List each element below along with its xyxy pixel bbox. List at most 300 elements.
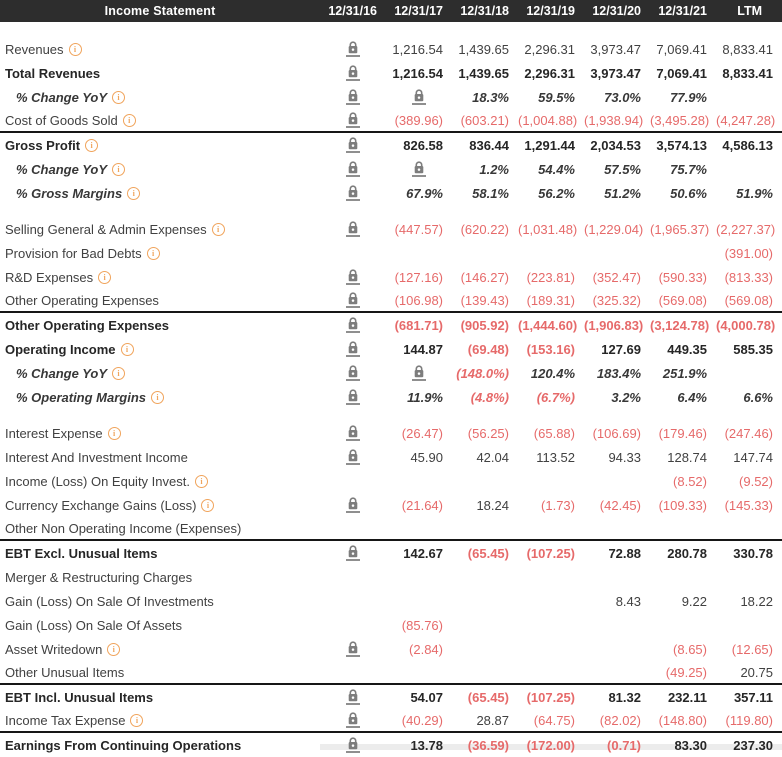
income-statement-table xyxy=(0,37,782,757)
cell-other-operating-expenses-ltm: (569.08) xyxy=(724,292,773,308)
cell-cost-of-goods-sold-12-31-17: (389.96) xyxy=(394,112,443,128)
cell-ebt-excl-unusual-items-12-31-21: 280.78 xyxy=(667,545,707,561)
info-icon[interactable]: i xyxy=(112,367,125,380)
cell-other-operating-expenses-12-31-20: (1,906.83) xyxy=(584,317,644,333)
cell-cost-of-goods-sold-12-31-18: (603.21) xyxy=(460,112,509,128)
column-header-ltm: LTM xyxy=(737,4,762,18)
row-interest-and-investment-income[interactable] xyxy=(0,445,782,469)
table-header xyxy=(0,0,782,22)
row-label-text: Income Tax Expense xyxy=(5,712,126,728)
row-label xyxy=(0,90,320,105)
cell-gross-profit-12-31-18: 836.44 xyxy=(469,137,509,153)
lock-icon[interactable] xyxy=(346,365,360,381)
cell-operating-margins-12-31-17: 11.9% xyxy=(407,389,443,405)
row-label-text: % Change YoY xyxy=(16,89,108,105)
cell-change-yoy-12-31-16 xyxy=(320,365,386,381)
cell-revenues-12-31-16 xyxy=(320,41,386,57)
cell-other-unusual-items-12-31-21: (49.25) xyxy=(665,664,707,680)
row-gain-loss-on-sale-of-assets[interactable] xyxy=(0,613,782,637)
row-label xyxy=(0,42,320,57)
cell-gross-margins-12-31-16 xyxy=(320,185,386,201)
cell-operating-margins-ltm: 6.6% xyxy=(743,389,773,405)
row-other-non-operating-income-expenses[interactable] xyxy=(0,517,782,541)
cell-revenues-12-31-18: 1,439.65 xyxy=(458,41,509,57)
cell-operating-income-12-31-16 xyxy=(320,341,386,357)
cell-currency-exchange-gains-loss-12-31-19: (1.73) xyxy=(541,497,575,513)
cell-cost-of-goods-sold-12-31-19: (1,004.88) xyxy=(518,112,578,128)
section-gap xyxy=(0,409,782,421)
lock-icon[interactable] xyxy=(346,112,360,128)
cell-gain-loss-on-sale-of-investments-12-31-20: 8.43 xyxy=(615,593,641,609)
row-label xyxy=(0,113,320,128)
cell-ebt-excl-unusual-items-12-31-18: (65.45) xyxy=(467,545,509,561)
row-label-text: EBT Incl. Unusual Items xyxy=(5,689,154,705)
cell-selling-general-admin-expenses-12-31-21: (1,965.37) xyxy=(650,221,710,237)
cell-gross-profit-12-31-16 xyxy=(320,137,386,153)
cell-asset-writedown-12-31-21: (8.65) xyxy=(673,641,707,657)
row-merger-restructuring-charges[interactable] xyxy=(0,565,782,589)
row-label-text: Gain (Loss) On Sale Of Assets xyxy=(5,617,183,633)
lock-icon[interactable] xyxy=(346,341,360,357)
cell-change-yoy-12-31-18: 18.3% xyxy=(472,89,509,105)
cell-interest-expense-12-31-21: (179.46) xyxy=(658,425,707,441)
cell-gross-profit-12-31-21: 3,574.13 xyxy=(656,137,707,153)
lock-icon[interactable] xyxy=(412,161,426,177)
row-selling-general-admin-expenses[interactable] xyxy=(0,217,782,241)
cell-selling-general-admin-expenses-12-31-18: (620.22) xyxy=(460,221,509,237)
cell-income-tax-expense-12-31-18: 28.87 xyxy=(476,712,509,728)
cell-ebt-incl-unusual-items-12-31-19: (107.25) xyxy=(526,689,575,705)
column-header-12-31-17: 12/31/17 xyxy=(394,4,443,18)
lock-icon[interactable] xyxy=(346,185,360,201)
row-label xyxy=(0,521,320,536)
row-change-yoy[interactable] xyxy=(0,85,782,109)
cell-interest-and-investment-income-12-31-19: 113.52 xyxy=(536,449,575,465)
cell-other-operating-expenses-12-31-17: (106.98) xyxy=(394,292,443,308)
row-change-yoy[interactable] xyxy=(0,361,782,385)
row-label xyxy=(0,270,320,285)
cell-revenues-12-31-17: 1,216.54 xyxy=(392,41,443,57)
cell-change-yoy-12-31-21: 77.9% xyxy=(670,89,707,105)
cell-interest-expense-ltm: (247.46) xyxy=(724,425,773,441)
cell-other-operating-expenses-12-31-16 xyxy=(320,317,386,333)
cell-gross-profit-12-31-19: 1,291.44 xyxy=(524,137,575,153)
cell-asset-writedown-12-31-17: (2.84) xyxy=(409,641,443,657)
lock-icon[interactable] xyxy=(346,737,360,753)
cell-gross-margins-12-31-21: 50.6% xyxy=(670,185,707,201)
cell-interest-expense-12-31-19: (65.88) xyxy=(533,425,575,441)
row-operating-income[interactable] xyxy=(0,337,782,361)
row-change-yoy[interactable] xyxy=(0,157,782,181)
cell-selling-general-admin-expenses-ltm: (2,227.37) xyxy=(716,221,776,237)
cell-currency-exchange-gains-loss-ltm: (145.33) xyxy=(724,497,773,513)
cell-change-yoy-12-31-21: 75.7% xyxy=(670,161,707,177)
row-label xyxy=(0,186,320,201)
info-icon[interactable]: i xyxy=(98,271,111,284)
lock-icon[interactable] xyxy=(346,269,360,285)
row-label-text: Income (Loss) On Equity Invest. xyxy=(5,473,190,489)
row-label-text: % Change YoY xyxy=(16,365,108,381)
row-operating-margins[interactable] xyxy=(0,385,782,409)
lock-icon[interactable] xyxy=(346,497,360,513)
section-gap xyxy=(0,205,782,217)
row-income-loss-on-equity-invest[interactable] xyxy=(0,469,782,493)
cell-ebt-excl-unusual-items-12-31-19: (107.25) xyxy=(526,545,575,561)
lock-icon[interactable] xyxy=(412,365,426,381)
cell-income-tax-expense-12-31-19: (64.75) xyxy=(533,712,575,728)
lock-icon[interactable] xyxy=(346,161,360,177)
cell-change-yoy-12-31-20: 183.4% xyxy=(596,365,641,381)
cell-change-yoy-12-31-20: 73.0% xyxy=(604,89,641,105)
row-label-text: Merger & Restructuring Charges xyxy=(5,569,193,585)
cell-operating-income-12-31-19: (153.16) xyxy=(526,341,575,357)
column-header-12-31-20: 12/31/20 xyxy=(592,4,641,18)
row-label-text: Other Non Operating Income (Expenses) xyxy=(5,520,242,536)
cell-r-d-expenses-12-31-17: (127.16) xyxy=(394,269,443,285)
cell-revenues-ltm: 8,833.41 xyxy=(722,41,773,57)
cell-earnings-from-continuing-operations-12-31-18: (36.59) xyxy=(467,737,509,753)
cell-revenues-12-31-21: 7,069.41 xyxy=(656,41,707,57)
lock-icon[interactable] xyxy=(346,65,360,81)
cell-r-d-expenses-ltm: (813.33) xyxy=(724,269,773,285)
cell-other-operating-expenses-12-31-20: (325.32) xyxy=(592,292,641,308)
cell-change-yoy-12-31-19: 59.5% xyxy=(538,89,575,105)
cell-income-tax-expense-12-31-16 xyxy=(320,712,386,728)
cell-total-revenues-ltm: 8,833.41 xyxy=(722,65,773,81)
cell-change-yoy-12-31-19: 120.4% xyxy=(530,365,575,381)
cell-earnings-from-continuing-operations-12-31-17: 13.78 xyxy=(410,737,443,753)
cell-ebt-excl-unusual-items-12-31-16 xyxy=(320,545,386,561)
row-label-text: Gain (Loss) On Sale Of Investments xyxy=(5,593,214,609)
row-ebt-excl-unusual-items[interactable] xyxy=(0,541,782,565)
cell-ebt-excl-unusual-items-12-31-17: 142.67 xyxy=(403,545,443,561)
cell-gross-margins-12-31-20: 51.2% xyxy=(604,185,641,201)
info-icon[interactable]: i xyxy=(121,343,134,356)
cell-total-revenues-12-31-19: 2,296.31 xyxy=(524,65,575,81)
row-provision-for-bad-debts[interactable] xyxy=(0,241,782,265)
cell-interest-and-investment-income-12-31-18: 42.04 xyxy=(476,449,509,465)
cell-interest-expense-12-31-16 xyxy=(320,425,386,441)
cell-ebt-excl-unusual-items-ltm: 330.78 xyxy=(733,545,773,561)
info-icon[interactable]: i xyxy=(108,427,121,440)
cell-ebt-incl-unusual-items-12-31-20: 81.32 xyxy=(608,689,641,705)
row-label-text: % Operating Margins xyxy=(16,389,147,405)
info-icon[interactable]: i xyxy=(212,223,225,236)
cell-interest-expense-12-31-20: (106.69) xyxy=(592,425,641,441)
cell-ebt-incl-unusual-items-12-31-17: 54.07 xyxy=(410,689,443,705)
info-icon[interactable]: i xyxy=(130,714,143,727)
row-label-text: R&D Expenses xyxy=(5,269,94,285)
row-label xyxy=(0,342,320,357)
cell-cost-of-goods-sold-ltm: (4,247.28) xyxy=(716,112,776,128)
lock-icon[interactable] xyxy=(346,545,360,561)
lock-icon[interactable] xyxy=(346,389,360,405)
cell-selling-general-admin-expenses-12-31-17: (447.57) xyxy=(394,221,443,237)
cell-ebt-incl-unusual-items-12-31-21: 232.11 xyxy=(667,689,707,705)
cell-gross-profit-12-31-20: 2,034.53 xyxy=(590,137,641,153)
cell-change-yoy-12-31-16 xyxy=(320,161,386,177)
row-label xyxy=(0,690,320,705)
row-label xyxy=(0,162,320,177)
row-label xyxy=(0,713,320,728)
row-interest-expense[interactable] xyxy=(0,421,782,445)
row-income-tax-expense[interactable] xyxy=(0,709,782,733)
cell-cost-of-goods-sold-12-31-21: (3,495.28) xyxy=(650,112,710,128)
cell-gross-margins-12-31-17: 67.9% xyxy=(406,185,443,201)
cell-cost-of-goods-sold-12-31-20: (1,938.94) xyxy=(584,112,644,128)
lock-icon[interactable] xyxy=(346,41,360,57)
row-label-text: Revenues xyxy=(5,41,64,57)
row-r-d-expenses[interactable] xyxy=(0,265,782,289)
row-label xyxy=(0,498,320,513)
cell-selling-general-admin-expenses-12-31-19: (1,031.48) xyxy=(518,221,578,237)
row-label xyxy=(0,546,320,561)
row-label xyxy=(0,594,320,609)
lock-icon[interactable] xyxy=(346,641,360,657)
cell-operating-income-12-31-20: 127.69 xyxy=(601,341,641,357)
cell-other-operating-expenses-12-31-18: (139.43) xyxy=(460,292,509,308)
row-earnings-from-continuing-operations[interactable] xyxy=(0,733,782,757)
row-label-text: Interest Expense xyxy=(5,425,103,441)
row-label xyxy=(0,665,320,680)
cell-r-d-expenses-12-31-20: (352.47) xyxy=(592,269,641,285)
cell-r-d-expenses-12-31-21: (590.33) xyxy=(658,269,707,285)
row-label-text: Total Revenues xyxy=(5,65,101,81)
cell-revenues-12-31-19: 2,296.31 xyxy=(524,41,575,57)
cell-earnings-from-continuing-operations-12-31-21: 83.30 xyxy=(674,737,707,753)
row-currency-exchange-gains-loss[interactable] xyxy=(0,493,782,517)
cell-income-tax-expense-12-31-21: (148.80) xyxy=(658,712,707,728)
row-other-operating-expenses[interactable] xyxy=(0,289,782,313)
info-icon[interactable]: i xyxy=(69,43,82,56)
row-label xyxy=(0,738,320,753)
lock-icon[interactable] xyxy=(346,425,360,441)
cell-selling-general-admin-expenses-12-31-20: (1,229.04) xyxy=(584,221,644,237)
cell-gross-margins-12-31-18: 58.1% xyxy=(472,185,509,201)
row-other-unusual-items[interactable] xyxy=(0,661,782,685)
cell-gain-loss-on-sale-of-investments-ltm: 18.22 xyxy=(740,593,773,609)
row-asset-writedown[interactable] xyxy=(0,637,782,661)
lock-icon[interactable] xyxy=(346,449,360,465)
cell-gross-profit-ltm: 4,586.13 xyxy=(722,137,773,153)
page-title: Income Statement xyxy=(104,4,216,18)
column-header-12-31-18: 12/31/18 xyxy=(460,4,509,18)
row-label-text: Other Operating Expenses xyxy=(5,292,159,308)
cell-interest-and-investment-income-ltm: 147.74 xyxy=(733,449,773,465)
cell-gross-profit-12-31-17: 826.58 xyxy=(403,137,443,153)
row-label-text: Operating Income xyxy=(5,341,116,357)
info-icon[interactable]: i xyxy=(127,187,140,200)
row-label xyxy=(0,426,320,441)
cell-gain-loss-on-sale-of-investments-12-31-21: 9.22 xyxy=(681,593,707,609)
row-label-text: Gross Profit xyxy=(5,137,81,153)
cell-operating-income-12-31-17: 144.87 xyxy=(403,341,443,357)
cell-earnings-from-continuing-operations-ltm: 237.30 xyxy=(733,737,773,753)
cell-other-operating-expenses-12-31-16 xyxy=(320,292,386,308)
lock-icon[interactable] xyxy=(346,89,360,105)
cell-other-operating-expenses-12-31-21: (3,124.78) xyxy=(650,317,710,333)
cell-ebt-excl-unusual-items-12-31-20: 72.88 xyxy=(608,545,641,561)
cell-r-d-expenses-12-31-16 xyxy=(320,269,386,285)
row-label xyxy=(0,222,320,237)
lock-icon[interactable] xyxy=(346,317,360,333)
row-label xyxy=(0,474,320,489)
cell-provision-for-bad-debts-ltm: (391.00) xyxy=(724,245,773,261)
column-header-12-31-19: 12/31/19 xyxy=(526,4,575,18)
row-label-text: Asset Writedown xyxy=(5,641,103,657)
cell-interest-and-investment-income-12-31-16 xyxy=(320,449,386,465)
cell-r-d-expenses-12-31-19: (223.81) xyxy=(526,269,575,285)
column-headers xyxy=(320,4,782,18)
cell-operating-margins-12-31-20: 3.2% xyxy=(611,389,641,405)
info-icon[interactable]: i xyxy=(151,391,164,404)
cell-total-revenues-12-31-21: 7,069.41 xyxy=(656,65,707,81)
cell-earnings-from-continuing-operations-12-31-20: (0.71) xyxy=(607,737,641,753)
row-label-text: % Gross Margins xyxy=(16,185,123,201)
cell-interest-and-investment-income-12-31-21: 128.74 xyxy=(667,449,707,465)
cell-change-yoy-12-31-17 xyxy=(386,365,452,381)
row-label-text: Other Unusual Items xyxy=(5,664,125,680)
cell-gross-margins-12-31-19: 56.2% xyxy=(538,185,575,201)
row-label xyxy=(0,293,320,308)
cell-currency-exchange-gains-loss-12-31-18: 18.24 xyxy=(476,497,509,513)
row-cost-of-goods-sold[interactable] xyxy=(0,109,782,133)
row-label-text: Interest And Investment Income xyxy=(5,449,188,465)
header-gap xyxy=(0,22,782,37)
cell-gross-margins-ltm: 51.9% xyxy=(736,185,773,201)
lock-icon[interactable] xyxy=(346,221,360,237)
row-label xyxy=(0,138,320,153)
row-label-text: Selling General & Admin Expenses xyxy=(5,221,207,237)
cell-cost-of-goods-sold-12-31-16 xyxy=(320,112,386,128)
cell-r-d-expenses-12-31-18: (146.27) xyxy=(460,269,509,285)
cell-change-yoy-12-31-17 xyxy=(386,161,452,177)
info-icon[interactable]: i xyxy=(107,643,120,656)
info-icon[interactable]: i xyxy=(112,91,125,104)
row-label xyxy=(0,246,320,261)
cell-currency-exchange-gains-loss-12-31-17: (21.64) xyxy=(401,497,443,513)
lock-icon[interactable] xyxy=(412,89,426,105)
cell-operating-income-12-31-18: (69.48) xyxy=(467,341,509,357)
row-gross-profit[interactable] xyxy=(0,133,782,157)
row-label-text: Provision for Bad Debts xyxy=(5,245,142,261)
info-icon[interactable]: i xyxy=(147,247,160,260)
row-label-text: Earnings From Continuing Operations xyxy=(5,737,242,753)
row-label xyxy=(0,450,320,465)
cell-currency-exchange-gains-loss-12-31-21: (109.33) xyxy=(658,497,707,513)
cell-other-operating-expenses-12-31-19: (189.31) xyxy=(526,292,575,308)
cell-total-revenues-12-31-18: 1,439.65 xyxy=(458,65,509,81)
cell-earnings-from-continuing-operations-12-31-19: (172.00) xyxy=(526,737,575,753)
info-icon[interactable]: i xyxy=(195,475,208,488)
row-ebt-incl-unusual-items[interactable] xyxy=(0,685,782,709)
cell-ebt-incl-unusual-items-12-31-18: (65.45) xyxy=(467,689,509,705)
cell-gain-loss-on-sale-of-assets-12-31-17: (85.76) xyxy=(401,617,443,633)
cell-change-yoy-12-31-21: 251.9% xyxy=(662,365,707,381)
row-label-text: EBT Excl. Unusual Items xyxy=(5,545,158,561)
cell-asset-writedown-ltm: (12.65) xyxy=(731,641,773,657)
row-label xyxy=(0,318,320,333)
cell-operating-margins-12-31-18: (4.8%) xyxy=(470,389,509,405)
info-icon[interactable]: i xyxy=(123,114,136,127)
cell-revenues-12-31-20: 3,973.47 xyxy=(590,41,641,57)
cell-ebt-incl-unusual-items-ltm: 357.11 xyxy=(733,689,773,705)
cell-total-revenues-12-31-17: 1,216.54 xyxy=(392,65,443,81)
cell-change-yoy-12-31-19: 54.4% xyxy=(538,161,575,177)
row-label xyxy=(0,66,320,81)
row-revenues[interactable] xyxy=(0,37,782,61)
row-label xyxy=(0,390,320,405)
row-label xyxy=(0,366,320,381)
row-label xyxy=(0,618,320,633)
cell-ebt-incl-unusual-items-12-31-16 xyxy=(320,689,386,705)
row-label xyxy=(0,570,320,585)
column-header-12-31-16: 12/31/16 xyxy=(328,4,377,18)
row-other-operating-expenses[interactable] xyxy=(0,313,782,337)
column-header-12-31-21: 12/31/21 xyxy=(658,4,707,18)
info-icon[interactable]: i xyxy=(112,163,125,176)
cell-operating-income-ltm: 585.35 xyxy=(733,341,773,357)
cell-currency-exchange-gains-loss-12-31-20: (42.45) xyxy=(599,497,641,513)
row-label-text: Other Operating Expenses xyxy=(5,317,169,333)
cell-income-loss-on-equity-invest-ltm: (9.52) xyxy=(739,473,773,489)
cell-interest-and-investment-income-12-31-20: 94.33 xyxy=(608,449,641,465)
cell-interest-expense-12-31-17: (26.47) xyxy=(401,425,443,441)
cell-earnings-from-continuing-operations-12-31-16 xyxy=(320,737,386,753)
cell-selling-general-admin-expenses-12-31-16 xyxy=(320,221,386,237)
cell-interest-expense-12-31-18: (56.25) xyxy=(467,425,509,441)
cell-total-revenues-12-31-20: 3,973.47 xyxy=(590,65,641,81)
row-label xyxy=(0,642,320,657)
info-icon[interactable]: i xyxy=(85,139,98,152)
cell-other-operating-expenses-12-31-19: (1,444.60) xyxy=(518,317,578,333)
cell-income-tax-expense-12-31-17: (40.29) xyxy=(401,712,443,728)
cell-operating-margins-12-31-21: 6.4% xyxy=(677,389,707,405)
cell-change-yoy-12-31-18: (148.0%) xyxy=(456,365,509,381)
cell-interest-and-investment-income-12-31-17: 45.90 xyxy=(410,449,443,465)
cell-other-operating-expenses-12-31-18: (905.92) xyxy=(460,317,509,333)
row-label-text: % Change YoY xyxy=(16,161,108,177)
cell-other-operating-expenses-ltm: (4,000.78) xyxy=(716,317,776,333)
cell-income-tax-expense-12-31-20: (82.02) xyxy=(599,712,641,728)
cell-currency-exchange-gains-loss-12-31-16 xyxy=(320,497,386,513)
cell-income-tax-expense-ltm: (119.80) xyxy=(725,712,773,728)
cell-change-yoy-12-31-16 xyxy=(320,89,386,105)
cell-other-unusual-items-ltm: 20.75 xyxy=(740,664,773,680)
row-gross-margins[interactable] xyxy=(0,181,782,205)
row-gain-loss-on-sale-of-investments[interactable] xyxy=(0,589,782,613)
lock-icon[interactable] xyxy=(346,137,360,153)
row-label-text: Currency Exchange Gains (Loss) xyxy=(5,497,197,513)
lock-icon[interactable] xyxy=(346,689,360,705)
cell-operating-margins-12-31-19: (6.7%) xyxy=(536,389,575,405)
cell-asset-writedown-12-31-16 xyxy=(320,641,386,657)
cell-operating-income-12-31-21: 449.35 xyxy=(667,341,707,357)
cell-income-loss-on-equity-invest-12-31-21: (8.52) xyxy=(673,473,707,489)
cell-change-yoy-12-31-18: 1.2% xyxy=(479,161,509,177)
info-icon[interactable]: i xyxy=(201,499,214,512)
cell-operating-margins-12-31-16 xyxy=(320,389,386,405)
cell-change-yoy-12-31-17 xyxy=(386,89,452,105)
cell-other-operating-expenses-12-31-21: (569.08) xyxy=(658,292,707,308)
cell-change-yoy-12-31-20: 57.5% xyxy=(604,161,641,177)
row-total-revenues[interactable] xyxy=(0,61,782,85)
cell-total-revenues-12-31-16 xyxy=(320,65,386,81)
row-label-text: Cost of Goods Sold xyxy=(5,112,118,128)
lock-icon[interactable] xyxy=(346,292,360,308)
cell-other-operating-expenses-12-31-17: (681.71) xyxy=(394,317,443,333)
lock-icon[interactable] xyxy=(346,712,360,728)
